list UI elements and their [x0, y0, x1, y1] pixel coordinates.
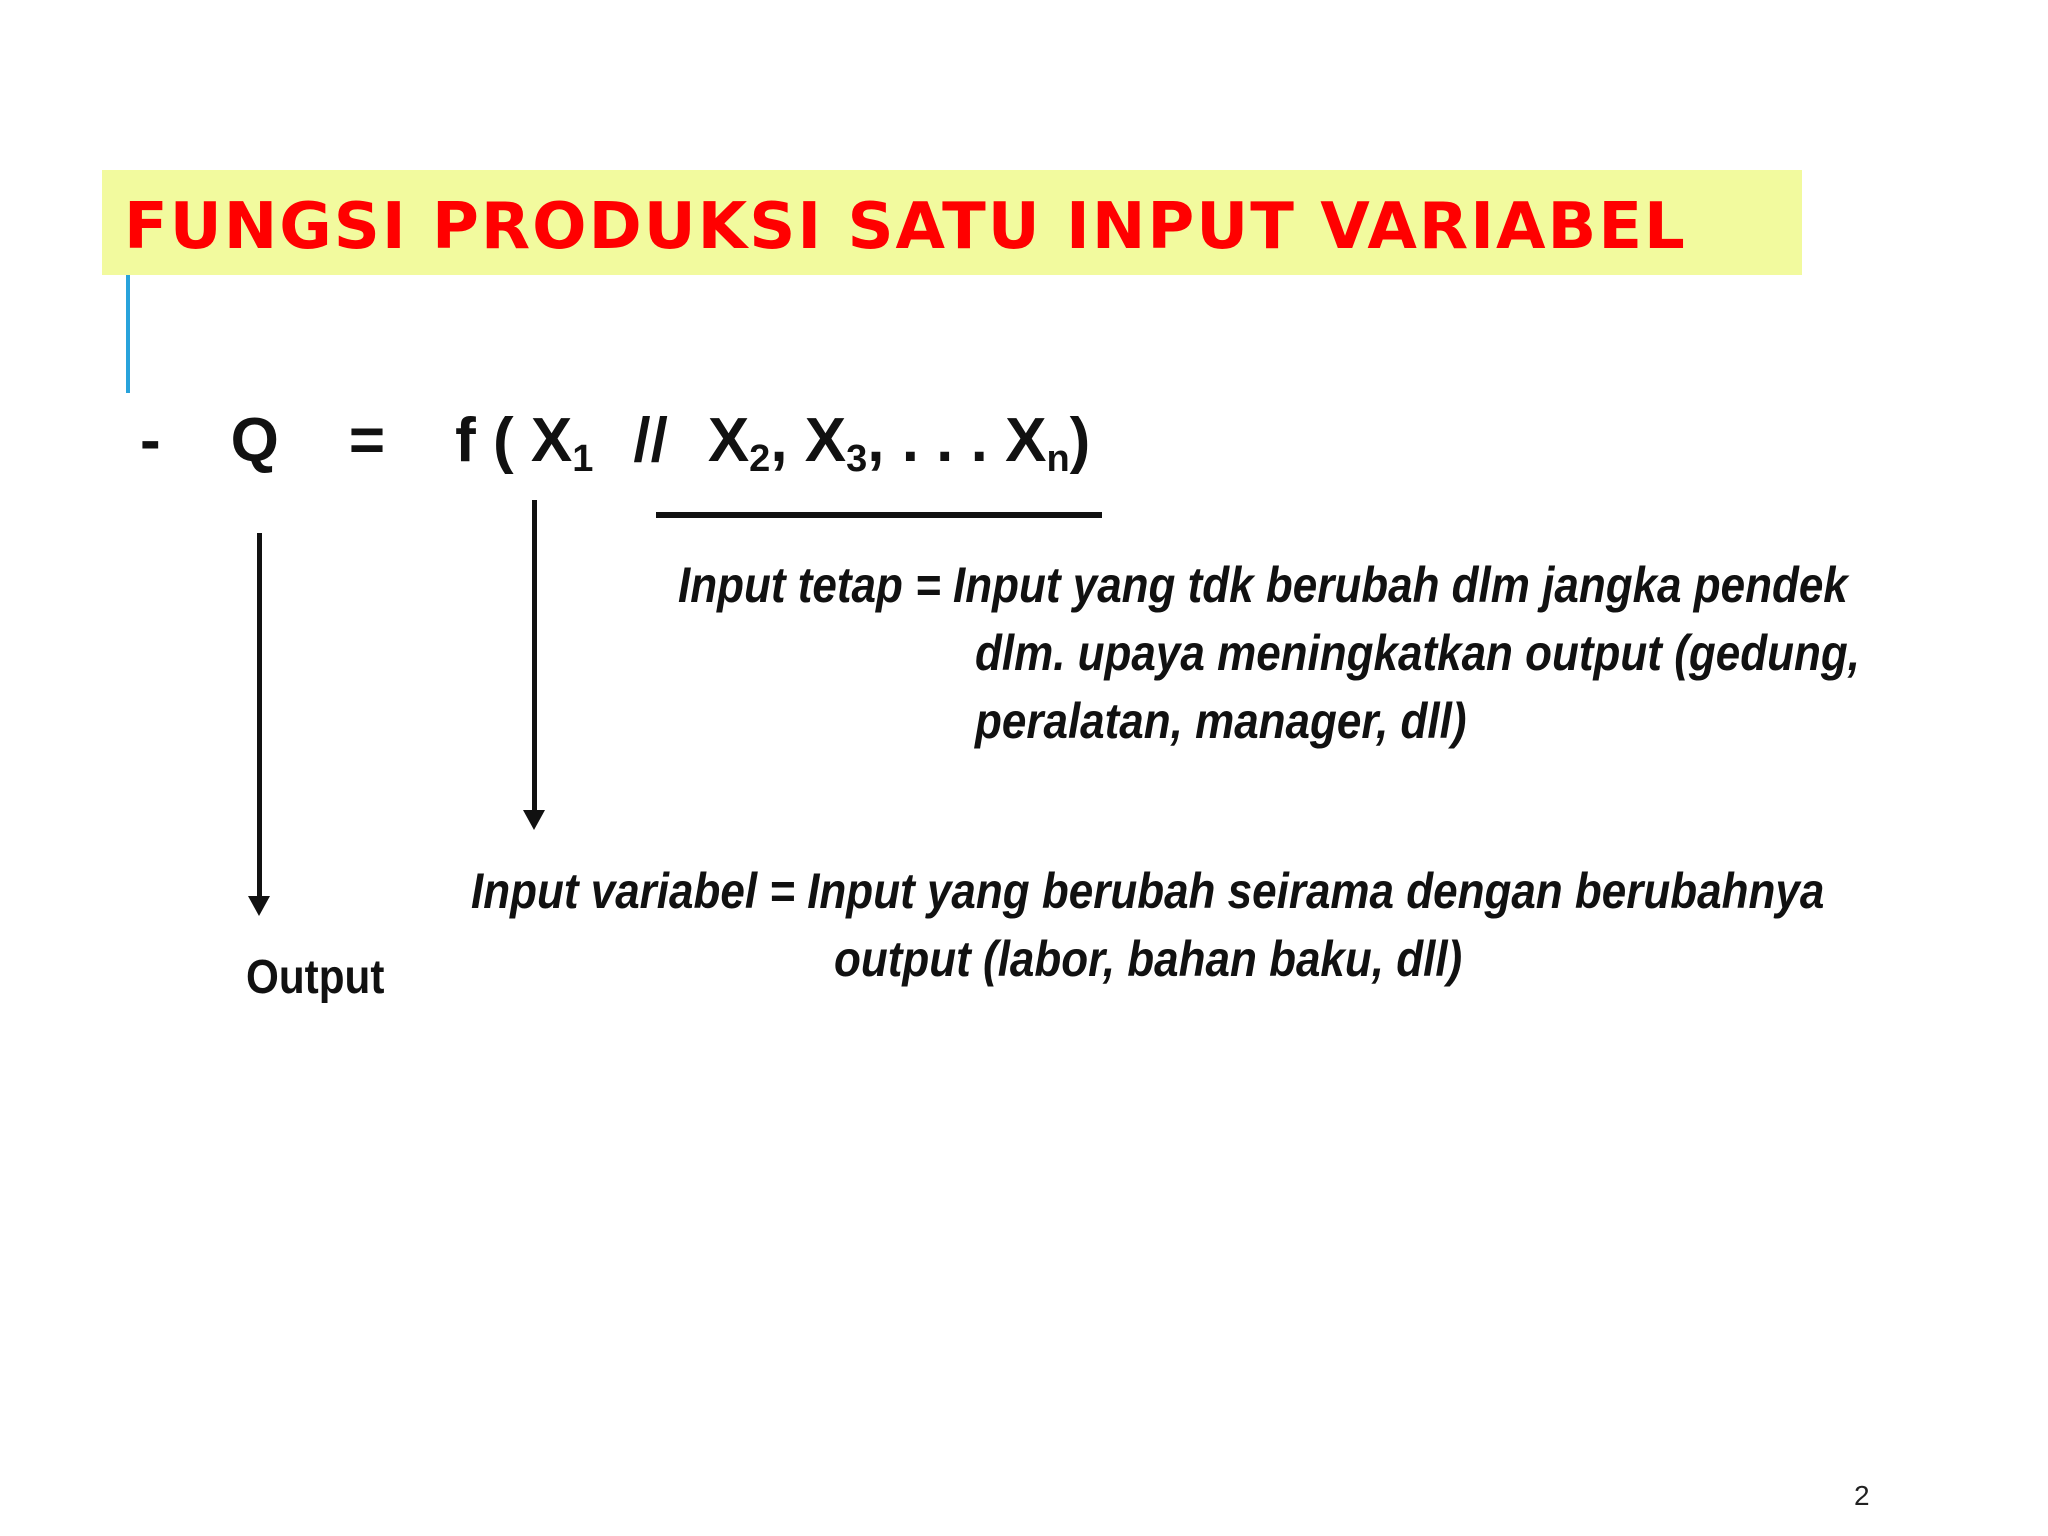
- page-number: 2: [1854, 1480, 1870, 1511]
- fixed-input-line-3: peralatan, manager, dll): [975, 693, 1467, 749]
- formula-sub-3: 3: [846, 438, 868, 480]
- formula-func-open: f ( X: [455, 406, 573, 475]
- formula-x2: X: [707, 406, 750, 475]
- formula-sub-n: n: [1046, 438, 1070, 480]
- slide-title: FUNGSI PRODUKSI SATU INPUT VARIABEL: [124, 190, 1687, 264]
- formula-xn: , . . . X: [867, 406, 1047, 475]
- title-banner: [102, 170, 1802, 275]
- formula-q: Q: [230, 406, 279, 475]
- accent-divider: [126, 275, 130, 393]
- formula-bullet: -: [140, 406, 161, 475]
- output-arrow: [257, 533, 262, 898]
- formula-sub-1: 1: [572, 438, 594, 480]
- fixed-inputs-underline: [656, 512, 1102, 518]
- variable-input-arrow: [532, 500, 537, 812]
- formula-x3: , X: [770, 406, 847, 475]
- fixed-input-line-2: dlm. upaya meningkatkan output (gedung,: [975, 625, 1860, 681]
- formula-separator: //: [633, 406, 668, 475]
- variable-input-line-1: Input variabel = Input yang berubah seirama dengan berubahnya: [471, 863, 1825, 919]
- formula-sub-2: 2: [749, 438, 771, 480]
- fixed-input-line-1: Input tetap = Input yang tdk berubah dlm jangka pendek: [678, 557, 1848, 613]
- formula-close: ): [1069, 406, 1091, 475]
- output-label: Output: [246, 951, 385, 1004]
- variable-input-line-2: output (labor, bahan baku, dll): [834, 931, 1463, 987]
- production-function-formula: [140, 406, 1091, 480]
- formula-equals: =: [348, 406, 386, 475]
